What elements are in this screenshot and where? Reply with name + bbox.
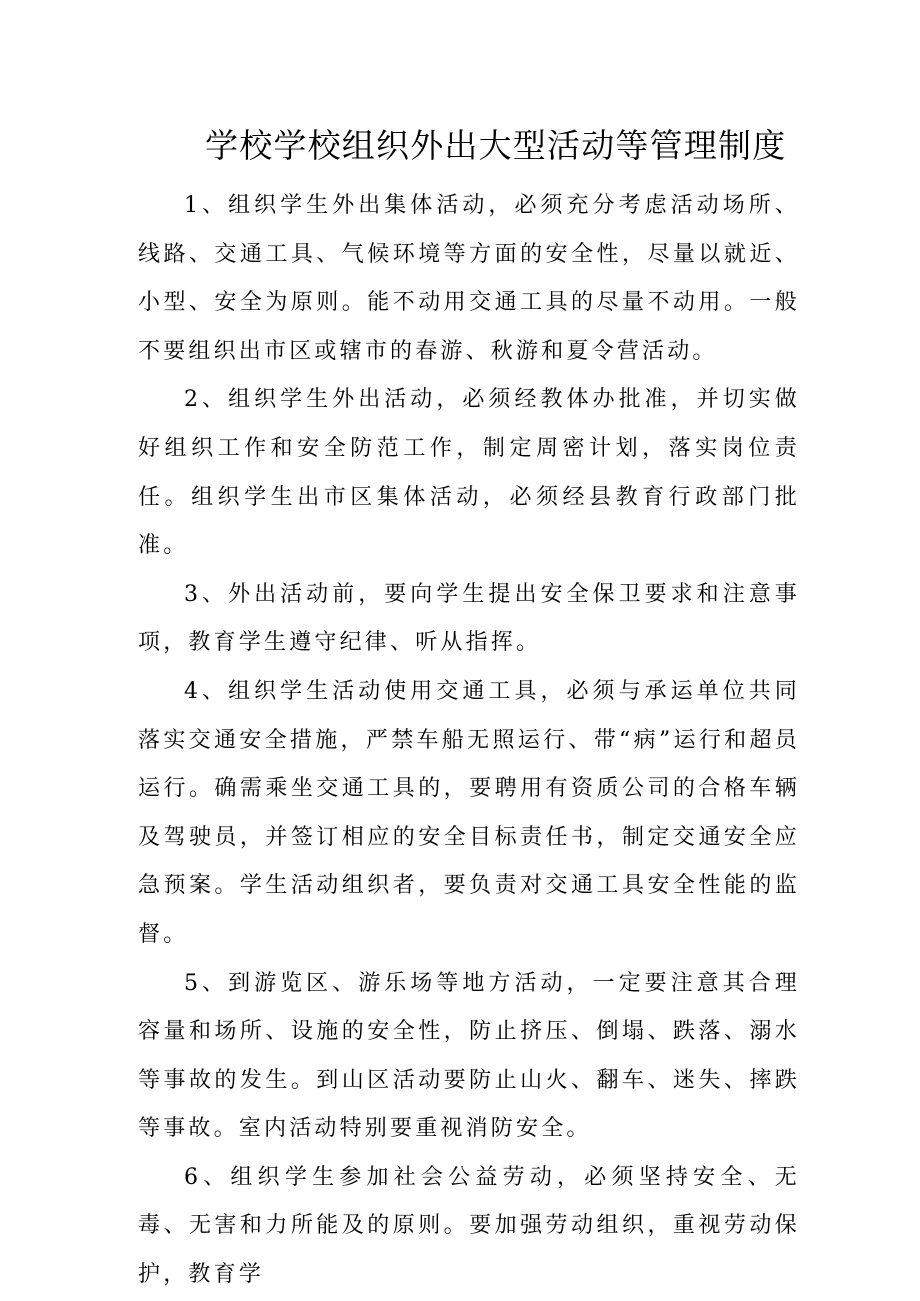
paragraph-6: 6、组织学生参加社会公益劳动，必须坚持安全、无毒、无害和力所能及的原则。要加强劳动组织，重视劳动保护，教育学 [138, 1164, 800, 1288]
paragraph-4: 4、组织学生活动使用交通工具，必须与承运单位共同落实交通安全措施，严禁车船无照运行、带“病”运行和超员运行。确需乘坐交通工具的，要聘用有资质公司的合格车辆及驾驶员，并签订相应的安全目标责任书，制定交通安全应急预案。学生活动组织者，要负责对交通工具安全性能的监督。 [138, 678, 800, 947]
document-body [138, 182, 800, 1300]
paragraph-2: 2、组织学生外出活动，必须经教体办批准，并切实做好组织工作和安全防范工作，制定周密计划，落实岗位责任。组织学生出市区集体活动，必须经县教育行政部门批准。 [138, 387, 800, 559]
paragraph-5: 5、到游览区、游乐场等地方活动，一定要注意其合理容量和场所、设施的安全性，防止挤压、倒塌、跌落、溺水等事故的发生。到山区活动要防止山火、翻车、迷失、摔跌等事故。室内活动特别要重视消防安全。 [138, 970, 800, 1142]
paragraph-3: 3、外出活动前，要向学生提出安全保卫要求和注意事项，教育学生遵守纪律、听从指挥。 [138, 581, 800, 656]
paragraph-1: 1、组织学生外出集体活动，必须充分考虑活动场所、线路、交通工具、气候环境等方面的安全性，尽量以就近、小型、安全为原则。能不动用交通工具的尽量不动用。一般不要组织出市区或辖市的春游、秋游和夏令营活动。 [138, 193, 800, 364]
document-title: 学校学校组织外出大型活动等管理制度 [205, 126, 787, 165]
